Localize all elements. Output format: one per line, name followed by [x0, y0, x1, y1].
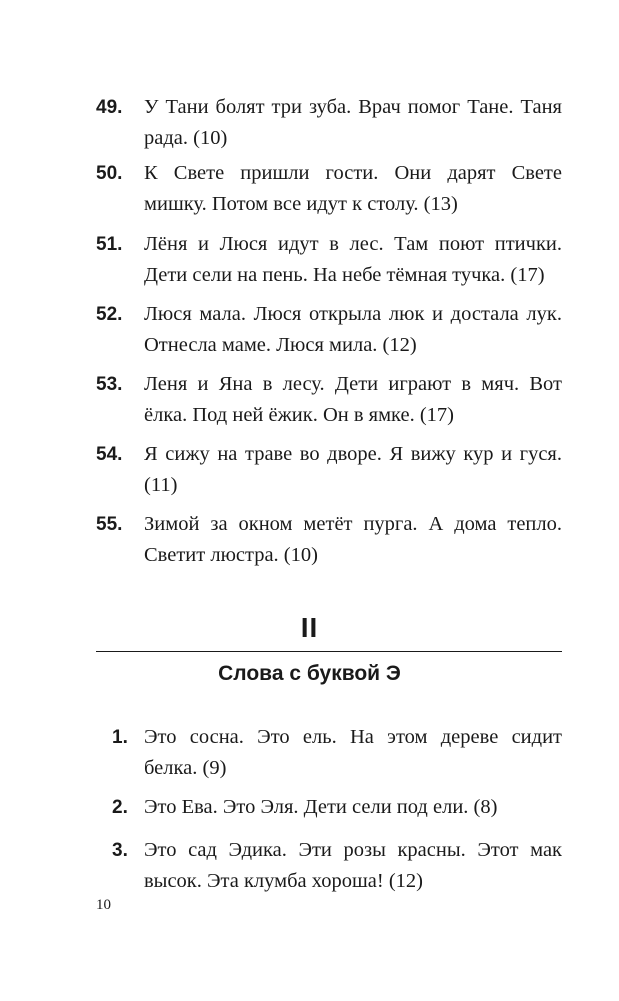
exercise-51 — [96, 229, 562, 291]
exercise-number: 51. — [96, 234, 123, 255]
page-number: 10 — [96, 897, 111, 913]
exercise-52 — [96, 299, 562, 361]
exercise-text: Зимой за окном метёт пурга. А дома тепло. Светит люстра. (10) — [144, 513, 562, 566]
exercise-55 — [96, 509, 562, 571]
exercise-50 — [96, 158, 562, 220]
exercise-text: Я сижу на траве во дворе. Я вижу кур и гуся. (11) — [144, 443, 562, 496]
exercise-number: 53. — [96, 374, 123, 395]
exercise-1 — [96, 722, 562, 784]
section-divider — [96, 651, 562, 652]
exercise-text: К Свете пришли гости. Они дарят Свете мишку. Потом все идут к столу. (13) — [144, 162, 562, 215]
exercise-text: Леня и Яна в лесу. Дети играют в мяч. Вот ёлка. Под ней ёжик. Он в ямке. (17) — [144, 373, 562, 426]
exercise-3 — [96, 835, 562, 897]
exercise-49 — [96, 92, 562, 154]
exercise-text: Лёня и Люся идут в лес. Там поют птички. Дети сели на пень. На небе тёмная тучка. (17) — [144, 233, 562, 286]
exercise-text: Это сад Эдика. Эти розы красны. Этот мак высок. Эта клумба хороша! (12) — [144, 839, 562, 892]
exercise-text: У Тани болят три зуба. Врач помог Тане. Таня рада. (10) — [144, 96, 562, 149]
exercise-number: 52. — [96, 304, 123, 325]
exercise-text: Это Ева. Это Эля. Дети сели под ели. (8) — [144, 796, 498, 818]
exercise-text: Это сосна. Это ель. На этом дереве сидит белка. (9) — [144, 726, 562, 779]
section-title: Слова с буквой Э — [218, 662, 401, 685]
exercise-53 — [96, 369, 562, 431]
exercise-text: Люся мала. Люся открыла люк и достала лук. Отнесла маме. Люся мила. (12) — [144, 303, 562, 356]
exercise-54 — [96, 439, 562, 501]
exercise-number: 49. — [96, 97, 123, 118]
exercise-number: 3. — [112, 840, 128, 861]
exercise-number: 50. — [96, 163, 123, 184]
section-numeral: II — [300, 612, 319, 643]
exercise-number: 54. — [96, 444, 123, 465]
exercise-number: 55. — [96, 514, 123, 535]
exercise-number: 2. — [112, 797, 128, 818]
exercise-number: 1. — [112, 727, 128, 748]
exercise-2 — [96, 792, 562, 823]
